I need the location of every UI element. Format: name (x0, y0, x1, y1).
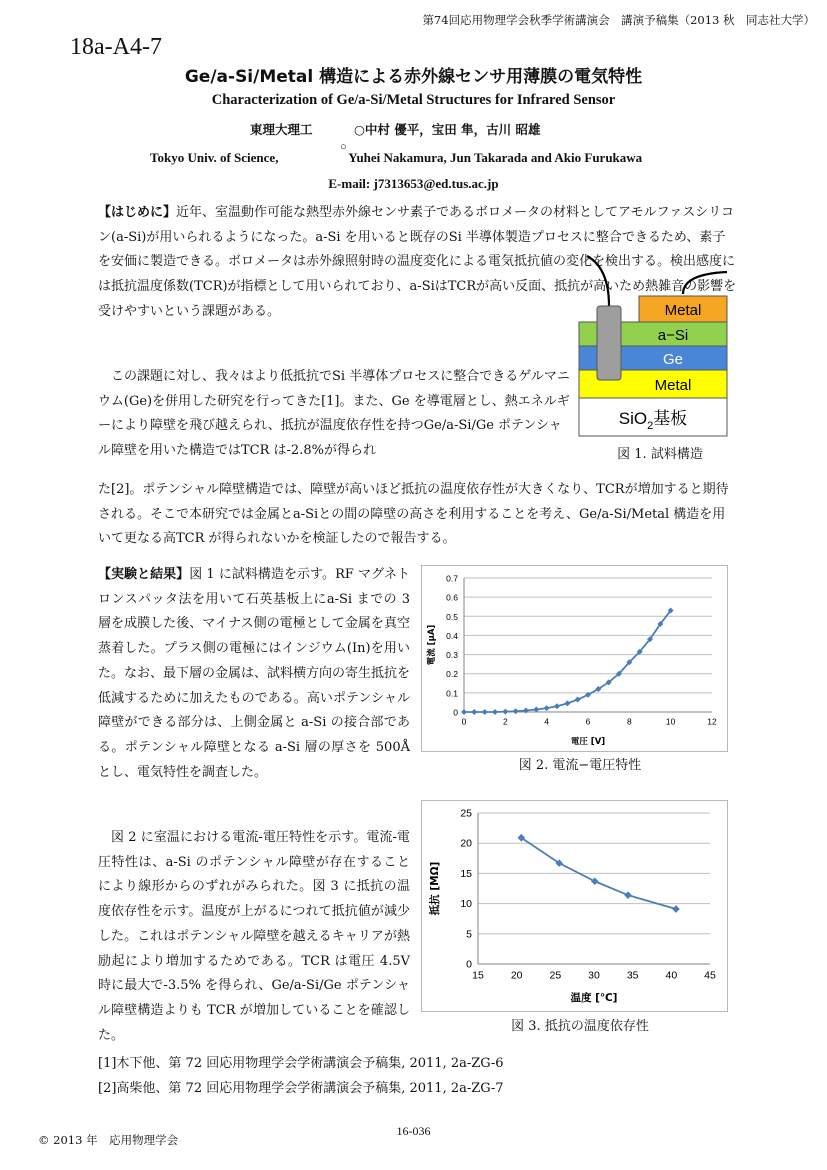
right-wire (683, 272, 727, 294)
y-axis-label: 電流 [μA] (427, 624, 437, 666)
figure3-caption: 図 3. 抵抗の温度依存性 (511, 1019, 649, 1034)
figure3-rt-chart (421, 800, 728, 1012)
experiment-heading: 【実験と結果】 (98, 567, 190, 582)
x-axis-label: 電圧 [V] (570, 737, 606, 747)
data-point (492, 709, 498, 715)
y-tick-label: 0 (453, 707, 458, 718)
copyright: © 2013 年 応用物理学会 (38, 1133, 179, 1147)
data-point (502, 709, 508, 715)
y-tick-label: 0.4 (446, 630, 458, 641)
x-tick-label: 4 (544, 716, 550, 727)
author-names-ja: ○中村 優平，宝田 隼，古川 昭雄 (354, 122, 541, 137)
figure1-caption: 図 1. 試料構造 (617, 447, 703, 462)
x-tick-label: 40 (665, 969, 678, 982)
x-tick-label: 6 (585, 716, 591, 727)
data-point (575, 697, 581, 703)
label-substrate: SiO$_2$基板 (618, 409, 688, 432)
title-english: Characterization of Ge/a-Si/Metal Structures for Infrared Sensor (211, 92, 616, 108)
series-line (464, 611, 671, 712)
data-point (591, 877, 599, 885)
y-tick-label: 5 (466, 928, 472, 941)
x-tick-label: 12 (707, 716, 717, 727)
experiment-paragraph-1 (98, 563, 410, 785)
affiliation-en: Tokyo Univ. of Science, (150, 150, 279, 165)
x-tick-label: 45 (704, 969, 716, 982)
label-metal-top: Metal (664, 302, 702, 319)
label-ge: Ge (662, 351, 684, 368)
x-tick-label: 25 (549, 969, 562, 982)
y-tick-label: 25 (460, 807, 472, 820)
data-point (461, 709, 467, 715)
data-point (672, 905, 680, 913)
x-axis-label: 温度 [℃] (570, 992, 618, 1004)
page-number: 16-036 (396, 1124, 431, 1138)
presenter-mark: ○ (340, 141, 347, 153)
data-point (482, 709, 488, 715)
email: E-mail: j7313653@ed.tus.ac.jp (328, 176, 499, 191)
intro-text-1: 近年、室温動作可能な熱型赤外線センサ素子であるボロメータの材料としてアモルファスシリコン(a-Si)が用いられるようになった。a-Si を用いると既存のSi 半導体製造プロセスに整合できるため、素子を安価に製造できる。ボロメータは赤外線照射時の温度変化による電気抵抗値の変化を検出する。検出感度には抵抗温度係数(TCR)が指標として用いられており、a-SiはTCRが高い反面、抵抗が高いため熱雑音の影響を受けやすいという課題がある。 (98, 205, 737, 319)
data-point (544, 705, 550, 711)
y-tick-label: 15 (460, 867, 472, 880)
data-point (624, 891, 632, 899)
author-names-en: Yuhei Nakamura, Jun Takarada and Akio Furukawa (348, 150, 643, 165)
y-tick-label: 0.1 (446, 688, 458, 699)
reference-2: [2]高柴他、第 72 回応用物理学会学術講演会予稿集, 2011, 2a-ZG-7 (98, 1081, 504, 1096)
label-metal-bottom: Metal (654, 377, 692, 394)
intro-paragraph-2: この課題に対し、我々はより低抵抗でSi 半導体プロセスに整合できるゲルマニウム(Ge)を併用した研究を行ってきた[1]。また、Ge を導電層とし、熱エネルギーにより障壁を飛び越えられ、抵抗が温度依存性を持つGe/a-Si/Ge ポテンシャル障壁を用いた構造ではTCR は-2.8%が得られ (98, 369, 570, 459)
reference-1: [1]木下他、第 72 回応用物理学会学術講演会予稿集, 2011, 2a-ZG-6 (98, 1056, 504, 1071)
figure2-iv-chart (421, 565, 728, 752)
y-tick-label: 0 (466, 958, 472, 971)
x-tick-label: 15 (472, 969, 484, 982)
x-tick-label: 10 (665, 716, 676, 727)
data-point (564, 700, 570, 706)
conference-header: 第74回応用物理学会秋季学術講演会 講演予稿集（2013 秋 同志社大学） (422, 13, 815, 27)
data-point (523, 707, 529, 713)
y-tick-label: 0.2 (446, 669, 458, 680)
x-tick-label: 2 (502, 716, 508, 727)
title-japanese: Ge/a-Si/Metal 構造による赤外線センサ用薄膜の電気特性 (184, 67, 643, 87)
figure2-caption: 図 2. 電流−電圧特性 (518, 758, 642, 773)
paper-code: 18a-A4-7 (70, 34, 162, 60)
x-tick-label: 30 (588, 969, 600, 982)
y-tick-label: 20 (460, 837, 472, 850)
y-axis-label: 抵抗 [MΩ] (429, 861, 441, 916)
y-tick-label: 0.6 (446, 592, 458, 603)
left-wire (587, 256, 609, 306)
x-tick-label: 8 (626, 716, 632, 727)
intro-heading: 【はじめに】 (98, 205, 177, 220)
y-tick-label: 0.3 (446, 650, 458, 661)
experiment-paragraph-2: 図 2 に室温における電流-電圧特性を示す。電流-電圧特性は、a-Si のポテンシャル障壁が存在することにより線形からのずれがみられた。図 3 に抵抗の温度依存性を示す。温度が上がるにつれて抵抗値が減少した。これはポテンシャル障壁を越えるキャリアが熱励起により増加するためである。TCR は電圧 4.5V 時に最大で-3.5% を得られ、Ge/a-Si/Ge ポテンシャル障壁構造よりも TCR が増加していることを確認した。 (98, 830, 410, 1043)
figure1-structure-diagram (575, 252, 735, 442)
data-point (554, 703, 560, 709)
authors-english (150, 141, 690, 166)
y-tick-label: 10 (460, 898, 472, 911)
in-electrode (597, 306, 621, 380)
y-tick-label: 0.5 (446, 611, 458, 622)
x-tick-label: 35 (626, 969, 639, 982)
authors-japanese (250, 120, 610, 138)
x-tick-label: 0 (461, 716, 467, 727)
x-tick-label: 20 (510, 969, 523, 982)
label-a-si: a−Si (657, 327, 689, 344)
data-point (513, 708, 519, 714)
experiment-text-1: 図 1 に試料構造を示す。RF マグネトロンスパッタ法を用いて石英基板上にa-Si までの 3 層を成膜した後、マイナス側の電極として金属を真空蒸着した。プラス側の電極にはインジウム(In)を用いた。なお、最下層の金属は、試料横方向の寄生抵抗を低減するために加えたものである。高いポテンシャル障壁ができる部分は、上側金属と a-Si の接合部である。ポテンシャル障壁となる a-Si 層の厚さを 500Å とし、電気特性を調査した。 (98, 567, 411, 780)
data-point (471, 709, 477, 715)
y-tick-label: 0.7 (446, 573, 458, 584)
intro-paragraph-3: た[2]。ポテンシャル障壁構造では、障壁が高いほど抵抗の温度依存性が大きくなり、TCRが増加すると期待される。そこで本研究では金属とa-Siとの間の障壁の高さを利用することを考え、Ge/a-Si/Metal 構造を用いて更なる高TCR が得られないかを検証したので報告する。 (98, 482, 729, 547)
affiliation-ja: 東理大理工 (250, 122, 313, 137)
